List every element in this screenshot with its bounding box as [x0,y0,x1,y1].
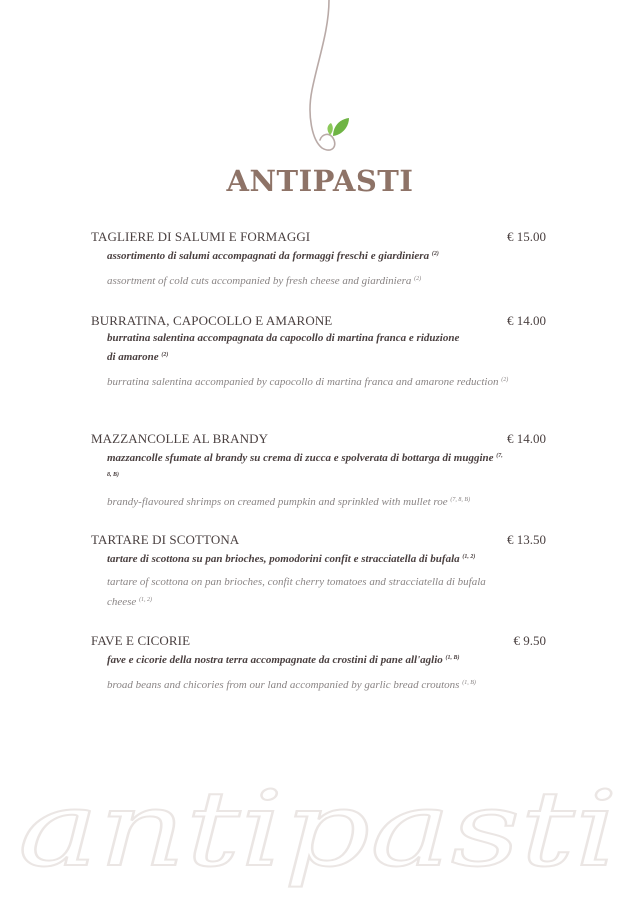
allergen-codes: (2) [501,377,509,383]
allergen-codes: (2) [161,352,169,358]
page-title: ANTIPASTI [226,164,414,198]
dish-description-it: tartare di scottona su pan brioches, pomodorini confit e stracciatella di bufala $^{(1, 2)}$ [107,553,476,565]
dish-description-it: fave e cicorie della nostra terra accompagnate da crostini di pane all'aglio $^{(1, B)}$ [107,654,460,666]
allergen-codes: (1, B) [445,655,460,661]
dish-description-it: burratina salentina accompagnata da capocollo di martina franca e riduzione di amarone $^{(2)}$ [107,332,460,363]
dish-price: € 15.00 [507,229,546,244]
dish-price: € 14.00 [507,313,546,328]
menu-item [91,229,548,290]
watermark-script [0,760,640,905]
menu-item [91,313,548,391]
allergen-codes: (2) [414,276,422,282]
dish-name: TARTARE DI SCOTTONA [91,532,240,547]
dish-name: FAVE E CICORIE [91,633,191,648]
allergen-codes: (1, B) [462,680,476,686]
menu-item [91,532,548,611]
menu-item [91,633,548,694]
allergen-codes: (1, 2) [462,554,476,560]
dish-description-en: tartare of scottona on pan brioches, confit cherry tomatoes and stracciatella di bufala cheese $^{(1, 2)}$ [107,576,486,608]
dish-name: TAGLIERE DI SALUMI E FORMAGGI [91,229,311,244]
dish-description-en: brandy-flavoured shrimps on creamed pumpkin and sprinkled with mullet roe $^{(7, 8, B)}$ [107,496,471,508]
allergen-codes: (1, 2) [139,597,153,603]
dish-price: € 14.00 [507,431,546,446]
dish-description-it: assortimento di salumi accompagnati da formaggi freschi e giardiniera $^{(2)}$ [107,250,439,262]
dish-name: BURRATINA, CAPOCOLLO E AMARONE [91,313,333,328]
leaf-icon [327,118,349,136]
dish-description-en: broad beans and chicories from our land accompanied by garlic bread croutons $^{(1, B)}$ [107,679,476,691]
allergen-codes: (7, 8, B) [450,497,471,503]
dish-description-en: burratina salentina accompanied by capocollo di martina franca and amarone reduction $^{(2)}$ [107,376,509,388]
dish-description-en: assortment of cold cuts accompanied by fresh cheese and giardiniera $^{(2)}$ [107,275,422,287]
menu-item [91,431,548,511]
vine-ornament-icon [0,0,640,160]
dish-price: € 13.50 [507,532,546,547]
allergen-codes: (2) [431,251,439,257]
watermark-text: antipasti [18,768,618,890]
dish-description-it: mazzancolle sfumate al brandy su crema di zucca e spolverata di bottarga di muggine $^{(7, 8, B)}$ [107,452,503,478]
dish-name: MAZZANCOLLE AL BRANDY [91,431,269,446]
allergen-codes: (7, 8, B) [107,453,503,478]
dish-price: € 9.50 [513,633,546,648]
